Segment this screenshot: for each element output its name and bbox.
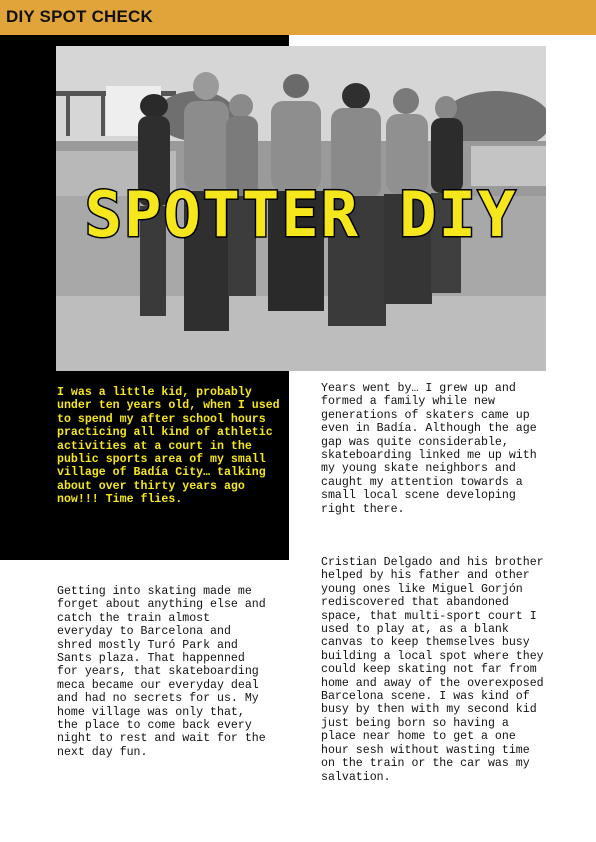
group-photo (56, 46, 546, 371)
body-paragraph-right-1: Years went by… I grew up and formed a family while new generations of skaters came up even in Badía. Although the age gap was quite considerable, skateboarding linked me up with my young skate neighbors and caught my attention towards a small local scene developing right there. (321, 382, 537, 516)
body-paragraph-left: Getting into skating made me forget about anything else and catch the train almost everyday to Barcelona and shred mostly Turó Park and Sants plaza. That happenned for years, that skateboarding meca became our everyday deal and had no secrets for us. My home village was only that, the place to come back every night to rest and wait for the next day fun. (57, 585, 266, 759)
section-title: DIY SPOT CHECK (6, 7, 154, 26)
photo-illustration (56, 46, 546, 371)
header-bar (0, 0, 596, 35)
intro-paragraph: I was a little kid, probably under ten years old, when I used to spend my after school hours practicing all kind of athletic activities at a court in the public sports area of my small village of Badía City… talking about over thirty years ago now!!! Time flies. (57, 386, 280, 507)
spotter-diy-logo: SPOTTER DIY (84, 178, 518, 251)
body-paragraph-right-2: Cristian Delgado and his brother helped by his father and other young ones like Miguel Gorjón rediscovered that abandoned space, that multi-sport court I used to play at, as a blank canvas to keep themselves busy building a local spot where they could keep skating not far from home and away of the overexposed Barcelona scene. I was kind of busy by then with my second kid just being born so having a place near home to get a one hour sesh without wasting time on the train or the car was my salvation. (321, 556, 544, 784)
